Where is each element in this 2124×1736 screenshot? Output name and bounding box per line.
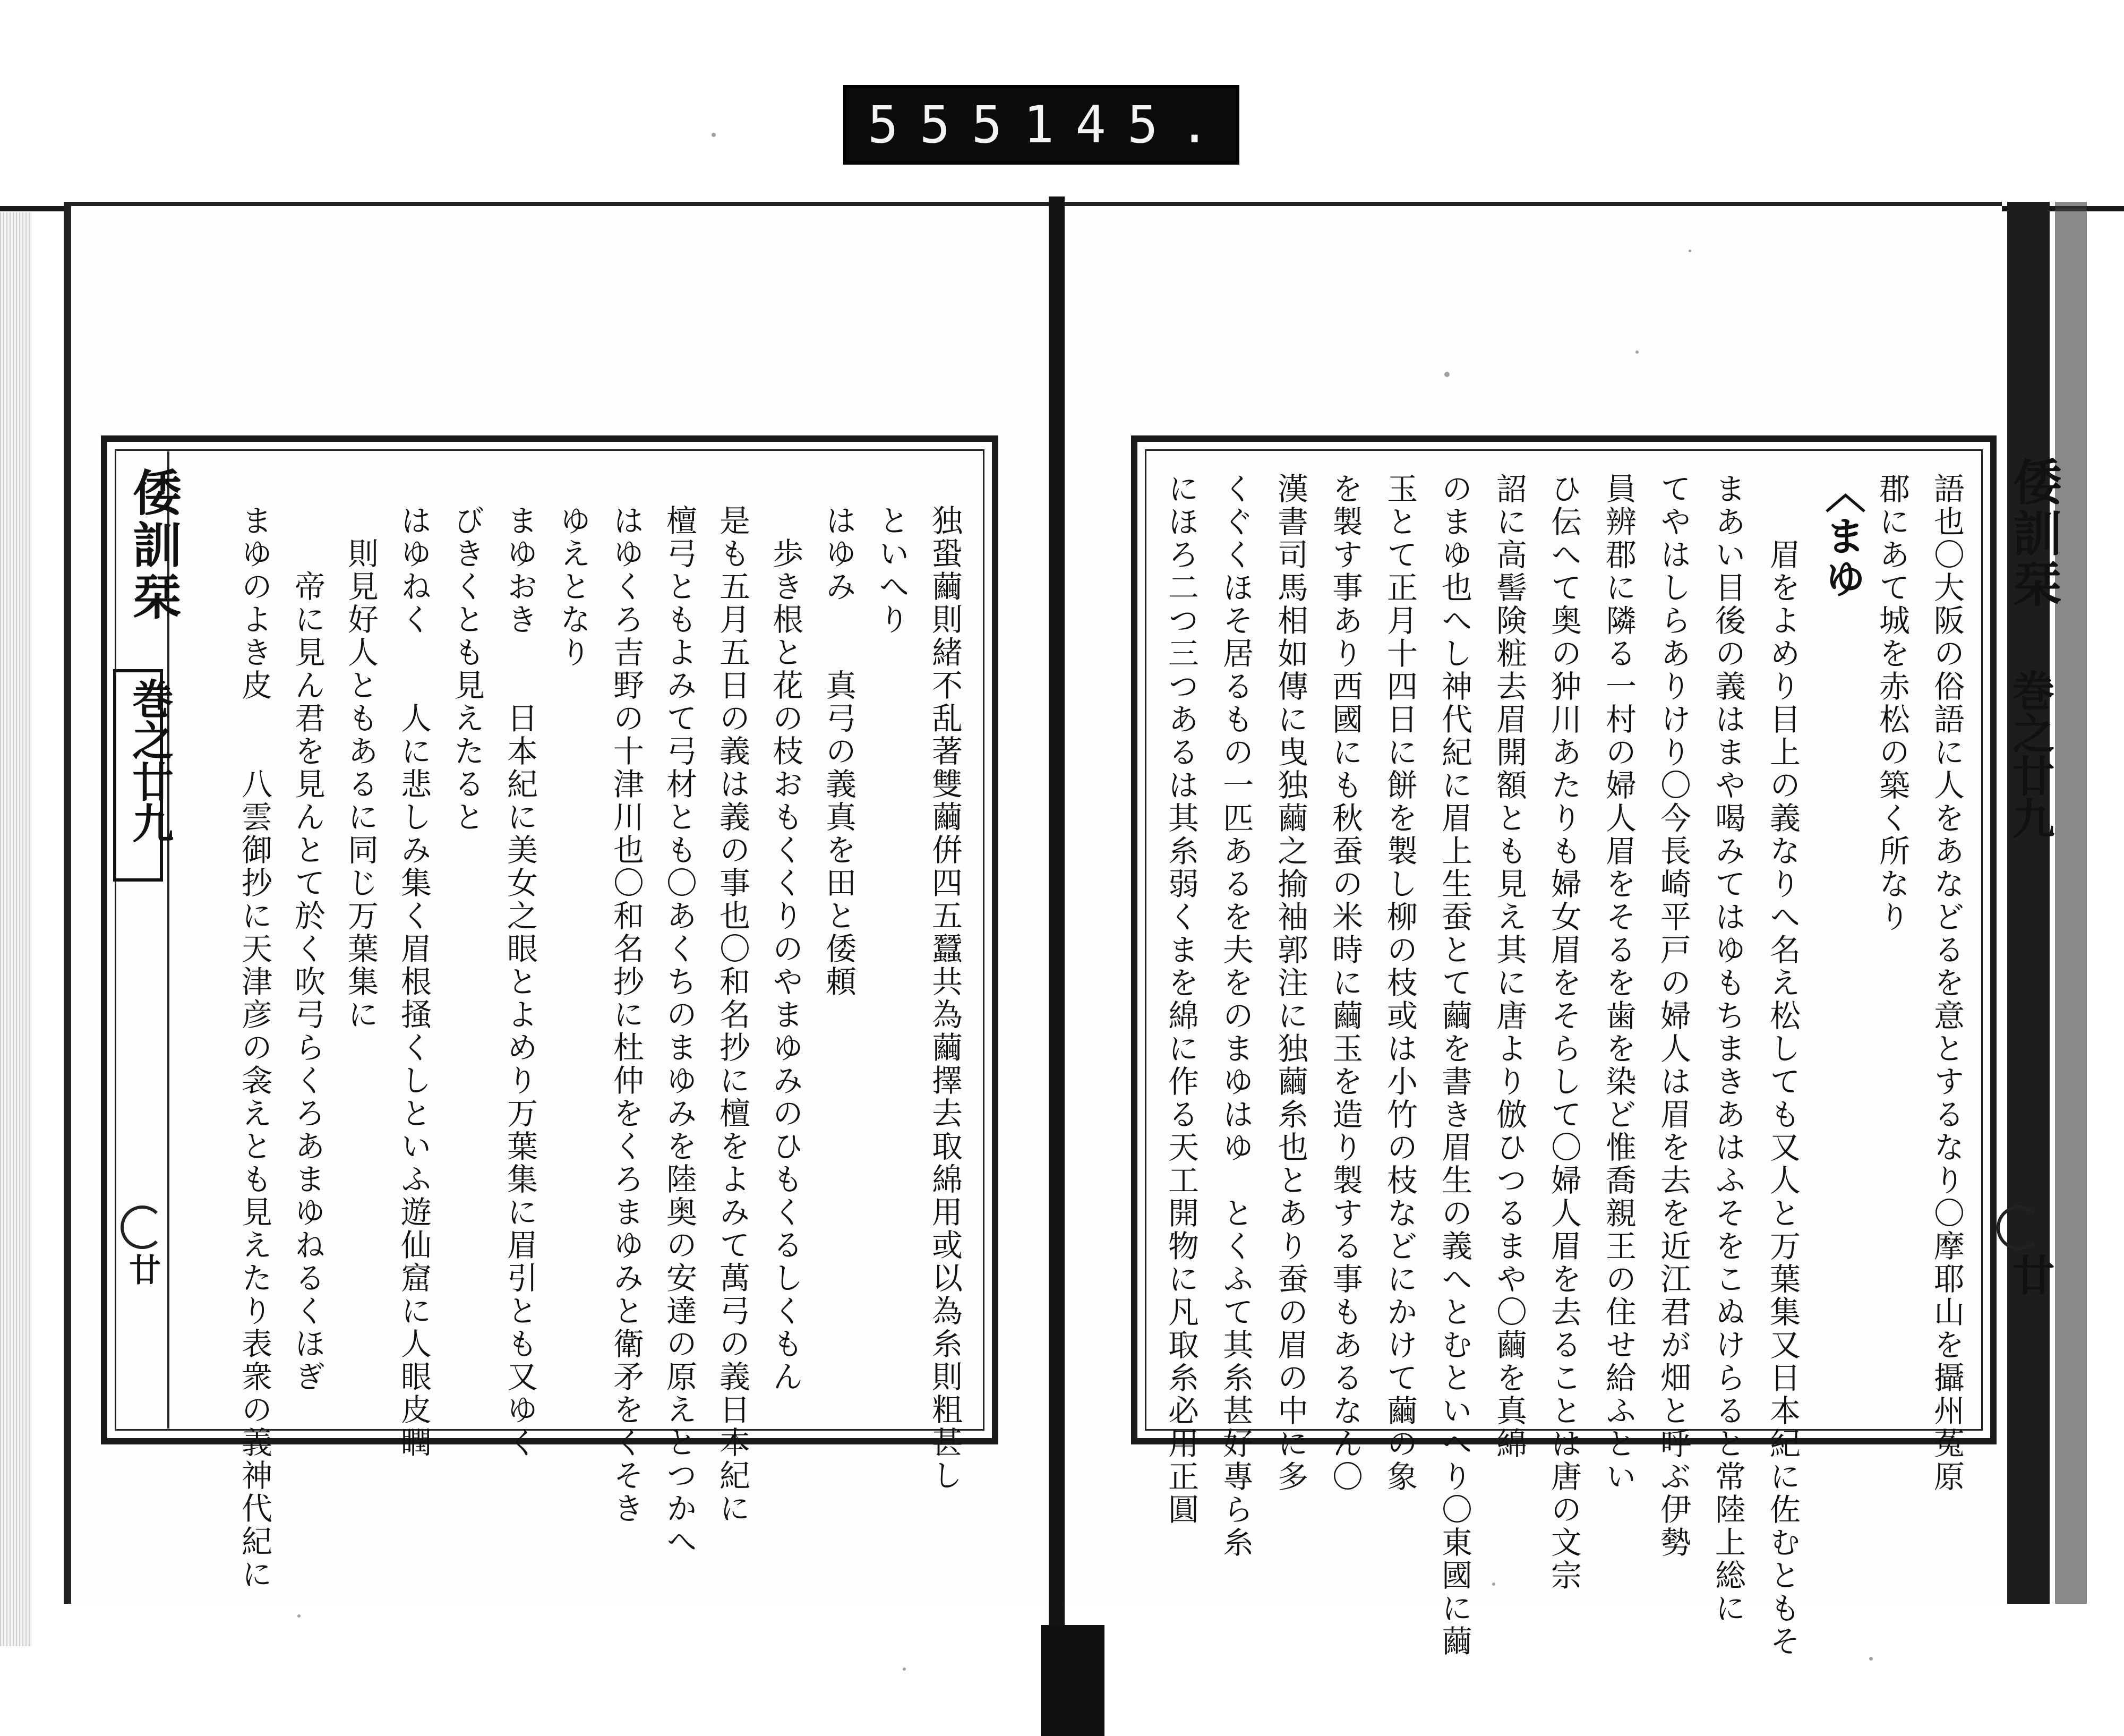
left-header-slip [109, 451, 182, 1429]
right-page-mark-icon [1997, 1205, 2041, 1250]
right-text-column: のまゆ也へし神代紀に眉上生蚕とて繭を書き眉生の義へとむといへり〇東國に繭 [1436, 473, 1472, 1658]
book-gutter [1049, 196, 1065, 1641]
left-text-column: まゆのよき皮 八雲御抄に天津彦の衾えとも見えたり表衆の義神代紀に [236, 504, 272, 1591]
left-text-frame [101, 435, 998, 1591]
right-text-column: ひ伝へて奥の狆川あたりも婦女眉をそらして〇婦人眉を去ることは唐の文宗 [1546, 473, 1582, 1592]
left-text-column: 是も五月五日の義は義の事也〇和名抄に檀をよみて萬弓の義日本紀に [714, 504, 750, 1525]
scan-speck [1492, 1583, 1495, 1586]
scan-speck [1689, 250, 1691, 252]
left-text-column: 檀弓ともよみて弓材とも〇あくちのまゆみを陸奥の安達の原えとつかへ [661, 504, 697, 1558]
left-page-number: 廿 [124, 1253, 161, 1285]
left-text-column: はゆみ 真弓の義真を田と倭頼 [820, 504, 857, 998]
left-text-column: 則見好人ともあるに同じ万葉集に [342, 504, 379, 1031]
right-text-column: まあい目後の義はまや喝みてはゆもちまきあはふそをこぬけらると常陸上総に [1710, 473, 1746, 1625]
call-number-right: 145. [1023, 95, 1231, 155]
scan-speck [903, 1667, 906, 1671]
right-text-column: 漢書司馬相如傳に曳独繭之揄袖郭注に独繭糸也とあり蚕の眉の中に多 [1272, 473, 1308, 1493]
right-text-column: を製す事あり西國にも秋蚕の米時に繭玉を造り製する事もあるなん〇 [1327, 473, 1363, 1493]
left-text-column: はゆねく 人に悲しみ集く眉根掻くしといふ遊仙窟に人眼皮瞤 [396, 504, 432, 1459]
left-book-title: 倭訓栞 [125, 467, 182, 623]
left-text-column: びきくとも見えたると [449, 504, 485, 834]
right-header-slip [1997, 451, 2062, 1429]
right-page-edge-shadow [2055, 202, 2087, 1604]
scan-speck [1444, 372, 1450, 377]
call-number-left: 555 [868, 95, 1024, 155]
left-volume-box [113, 669, 174, 882]
call-number-label [843, 85, 1239, 165]
right-text-column: にほろ二つ三つあるは其糸弱くまを綿に作る天工開物に凡取糸必用正圓 [1163, 473, 1199, 1526]
scan-speck [297, 1614, 301, 1618]
right-volume-label: 巻之廿九 [2005, 669, 2055, 839]
left-text-column: 歩き根と花の枝おもくくりのやまゆみのひもくるしくもん [767, 504, 803, 1393]
right-text-column: くぐくほそ居るもの一匹あるを夫をのまゆはゆ とくふて其糸甚好專ら糸 [1218, 473, 1254, 1559]
left-page-mark-icon [121, 1205, 164, 1249]
left-text-column: まゆおき 日本紀に美女之眼とよめり万葉集に眉引とも又ゆく [502, 504, 538, 1459]
right-text-column: 郡にあて城を赤松の築く所なり [1874, 473, 1910, 934]
scan-speck [712, 133, 716, 137]
left-text-column: 帝に見ん君を見んとて於く吹弓らくろあまゆねるくほぎ [289, 504, 326, 1393]
right-text-column: 〈まゆ [1819, 473, 1866, 600]
right-text-column: 玉とて正月十四日に餅を製し柳の枝或は小竹の枝などにかけて繭の象 [1382, 473, 1418, 1493]
right-text-column: 語也〇大阪の俗語に人をあなどるを意とするなり〇摩耶山を攝州菟原 [1929, 473, 1965, 1493]
right-text-column: 員辨郡に隣る一村の婦人眉をそるを歯を染ど惟喬親王の住せ給ふとい [1600, 473, 1637, 1493]
left-volume-label: 巻之廿九 [125, 678, 174, 843]
right-text-column: てやはしらありけり〇今長崎平戸の婦人は眉を去を近江君が畑と呼ぶ伊勢 [1655, 473, 1691, 1559]
left-text-column: 独蛩繭則緒不乱著雙繭倂四五蠶共為繭擇去取綿用或以為糸則粗甚し [927, 504, 963, 1492]
right-text-column: 詔に高髻険粧去眉開額とも見え其に唐より倣ひつるまや〇繭を真綿 [1491, 473, 1527, 1460]
page-edge-left [0, 212, 32, 1646]
scan-speck [1635, 350, 1639, 354]
left-text-column: ゆえとなり [555, 504, 591, 669]
scan-speck [1869, 1657, 1873, 1661]
right-page-number: 廿 [2005, 1253, 2055, 1296]
gutter-binding [1041, 1625, 1104, 1736]
left-text-column: はゆくろ吉野の十津川也〇和名抄に杜仲をくろまゆみと衛矛をくそき [608, 504, 644, 1525]
left-text-column: といへり [873, 504, 910, 636]
right-book-title: 倭訓栞 [2005, 457, 2062, 610]
right-text-column: 眉をよめり目上の義なりへ名え松しても又人と万葉集又日本紀に佐むともそ [1765, 473, 1801, 1658]
